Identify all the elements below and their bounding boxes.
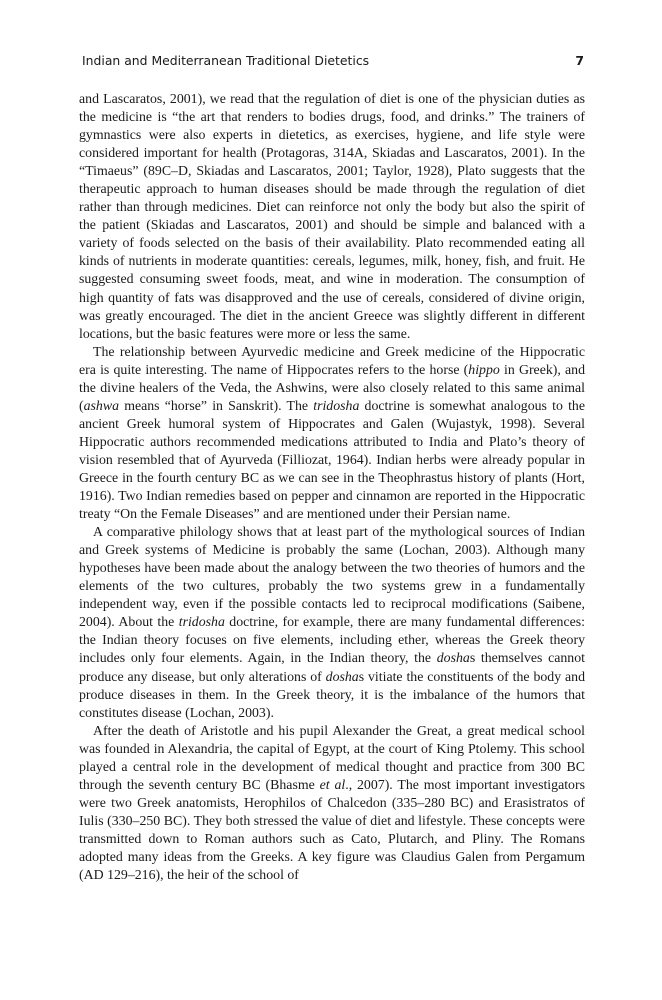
italic-term-et-al: et al: [319, 776, 346, 792]
paragraph-alexandria-school: [79, 722, 585, 884]
text-segment: and Lascaratos, 2001), we read that the regulation of diet is one of the physician duties as the medicine is “the art that renders to bodies drugs, food, and drinks.” The trainers of gymnastics were also experts in dietetics, as exercises, hygiene, and life style were considered important for health (Protagoras, 314A, Skiadas and Lascaratos, 2001). In the “Timaeus” (89C–D, Skiadas and Lascaratos, 2001; Taylor, 1928), Plato suggests that the therapeutic approach to human diseases should be made through the regulation of diet rather than through medicines. Diet can reinforce not only the body but also the spirit of the patient (Skiadas and Lascaratos, 2001) and should be simple and balanced with a variety of foods selected on the basis of their availability. Plato recommended eating all kinds of nutrients in moderate quantities: cereals, legumes, milk, honey, fish, and fruit. He suggested consuming sweet foods, meat, and wine in moderation. The consumption of high quantity of fats was disapproved and the use of cereals, considered of divine origin, was greatly encouraged. The diet in the ancient Greece was slightly different in different locations, but the basic features were more or less the same.: [79, 91, 585, 341]
italic-term-tridosha: tridosha: [178, 614, 225, 630]
italic-term-ashwa: ashwa: [83, 397, 120, 413]
italic-term-dosha: dosha: [436, 650, 470, 666]
running-title: Indian and Mediterranean Traditional Dietetics: [82, 53, 370, 68]
text-segment: s themselves cannot produce any disease, but only alterations of: [79, 650, 585, 684]
text-segment: doctrine, for example, there are many fundamental differences: the Indian theory focuses on five elements, including ether, whereas the Greek theory includes only four elements. Again, in the Indian theory, the: [79, 614, 585, 666]
paragraph-diet-regulation: [79, 90, 585, 343]
text-segment: A comparative philology shows that at least part of the mythological sources of Indian and Greek systems of Medicine is probably the same (Lochan, 2003). Although many hypotheses have been made about the analogy between the two theories of humors and the elements of the two cultures, probably the two systems grew in a fundamentally independent way, even if the possible contacts led to reciprocal modifications (Saibene, 2004). About the: [79, 524, 585, 630]
italic-term-dosha: dosha: [325, 668, 359, 684]
italic-term-tridosha: tridosha: [313, 397, 360, 413]
running-header: [82, 51, 584, 71]
italic-term-hippo: hippo: [468, 361, 500, 377]
page-number: 7: [575, 53, 584, 68]
paragraph-comparative-philology: [79, 523, 585, 722]
text-segment: The relationship between Ayurvedic medicine and Greek medicine of the Hippocratic era is quite interesting. The name of Hippocrates refers to the horse (: [79, 343, 585, 377]
text-segment: in Greek), and the divine healers of the Veda, the Ashwins, were also closely related to this same animal (: [79, 361, 586, 413]
text-segment: After the death of Aristotle and his pupil Alexander the Great, a great medical school was founded in Alexandria, the capital of Egypt, at the court of King Ptolemy. This school played a central role in the development of medical thought and practice from 300 BC through the seventh century BC (Bhasme: [79, 722, 585, 792]
body-text: [79, 90, 585, 884]
text-segment: doctrine is somewhat analogous to the ancient Greek humoral system of Hippocrates and Galen (Wujastyk, 1998). Several Hippocratic authors recommended medications attributed to India and Plato’s theory of vision resembled that of Ayurveda (Filliozat, 1964). Indian herbs were already popular in Greece in the fourth century BC as we can see in the Theophrastus history of plants (Hort, 1916). Two Indian remedies based on pepper and cinnamon are reported in the Hippocratic treaty “On the Female Diseases” and are mentioned under their Persian name.: [79, 397, 585, 522]
paragraph-ayurveda-greek: [79, 343, 585, 523]
text-segment: ., 2007). The most important investigators were two Greek anatomists, Herophilos of Chalcedon (335–280 BC) and Erasistratos of Iulis (330–250 BC). They both stressed the value of diet and lifestyle. These concepts were transmitted down to Roman authors such as Cato, Plutarch, and Pliny. The Romans adopted many ideas from the Greeks. A key figure was Claudius Galen from Pergamum (AD 129–216), the heir of the school of: [79, 776, 585, 883]
text-segment: s vitiate the constituents of the body and produce diseases in them. In the Greek theory, it is the imbalance of the humors that constitutes disease (Lochan, 2003).: [79, 668, 585, 720]
text-segment: means “horse” in Sanskrit). The: [119, 397, 314, 413]
